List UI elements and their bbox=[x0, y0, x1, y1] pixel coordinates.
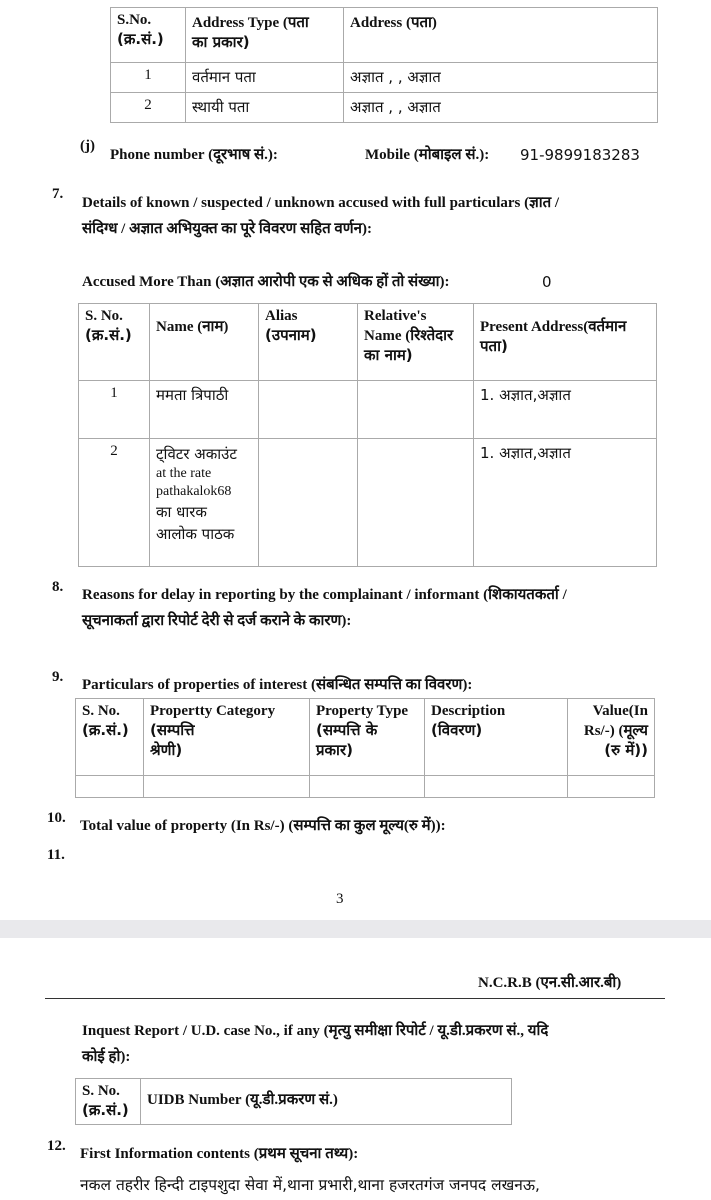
cell-sno: 2 bbox=[111, 93, 186, 123]
header-property-category: Propertty Category (सम्पत्ति श्रेणी) bbox=[144, 699, 310, 776]
section-7-title-line2: संदिग्ध / अज्ञात अभियुक्त का पूरे विवरण सहित वर्णन): bbox=[82, 221, 372, 237]
cell-present-address: 1. अज्ञात,अज्ञात bbox=[474, 439, 657, 567]
header-present-address: Present Address(वर्तमान पता) bbox=[474, 304, 657, 381]
section-8-number: 8. bbox=[52, 579, 64, 595]
cell-name: ममता त्रिपाठी bbox=[150, 381, 259, 439]
cell-sno: 2 bbox=[79, 439, 150, 567]
ncrb-header: N.C.R.B (एन.सी.आर.बी) bbox=[478, 975, 622, 991]
header-sno: S. No. (क्र.सं.) bbox=[79, 304, 150, 381]
section-8-line2: सूचनाकर्ता द्वारा रिपोर्ट देरी से दर्ज कराने के कारण): bbox=[82, 613, 352, 629]
page-number: 3 bbox=[336, 891, 344, 907]
cell-alias bbox=[259, 381, 358, 439]
mobile-label: Mobile (मोबाइल सं.): bbox=[365, 147, 490, 163]
table-row bbox=[111, 63, 658, 93]
section-10-number: 10. bbox=[47, 810, 66, 826]
section-12-title: First Information contents (प्रथम सूचना तथ्य): bbox=[80, 1146, 359, 1162]
header-rule bbox=[45, 998, 665, 999]
cell-address: अज्ञात , , अज्ञात bbox=[344, 63, 658, 93]
cell-name: ट्विटर अकाउंट at the rate pathakalok68 का धारक आलोक पाठक bbox=[150, 439, 259, 567]
cell-present-address: 1. अज्ञात,अज्ञात bbox=[474, 381, 657, 439]
header-property-type: Property Type (सम्पत्ति के प्रकार) bbox=[310, 699, 425, 776]
cell-empty bbox=[568, 776, 655, 798]
header-sno: S. No. (क्र.सं.) bbox=[76, 699, 144, 776]
header-uidb-number: UIDB Number (यू.डी.प्रकरण सं.) bbox=[141, 1079, 512, 1125]
mobile-value: 91-9899183283 bbox=[520, 146, 640, 164]
cell-empty bbox=[144, 776, 310, 798]
section-9-title: Particulars of properties of interest (संबन्धित सम्पत्ति का विवरण): bbox=[82, 677, 473, 693]
section-11-number: 11. bbox=[47, 847, 65, 863]
cell-sno: 1 bbox=[79, 381, 150, 439]
property-table bbox=[75, 698, 655, 798]
cell-address-type: स्थायी पता bbox=[186, 93, 344, 123]
section-7-number: 7. bbox=[52, 186, 64, 202]
table-row bbox=[79, 439, 657, 567]
header-sno: S. No. (क्र.सं.) bbox=[76, 1079, 141, 1125]
section-10-title: Total value of property (In Rs/-) (सम्पत्ति का कुल मूल्य(रु में)): bbox=[80, 818, 446, 834]
cell-relative-name bbox=[358, 439, 474, 567]
inquest-line1: Inquest Report / U.D. case No., if any (मृत्यु समीक्षा रिपोर्ट / यू.डी.प्रकरण सं., यदि bbox=[82, 1023, 549, 1039]
header-name: Name (नाम) bbox=[150, 304, 259, 381]
document-page-4 bbox=[0, 938, 711, 1200]
cell-alias bbox=[259, 439, 358, 567]
header-value: Value(In Rs/-) (मूल्य (रु में)) bbox=[568, 699, 655, 776]
section-9-number: 9. bbox=[52, 669, 64, 685]
cell-empty bbox=[425, 776, 568, 798]
cell-address: अज्ञात , , अज्ञात bbox=[344, 93, 658, 123]
phone-label: Phone number (दूरभाष सं.): bbox=[110, 147, 278, 163]
accused-table bbox=[78, 303, 657, 567]
table-row bbox=[111, 93, 658, 123]
header-relative-name: Relative's Name (रिश्तेदार का नाम) bbox=[358, 304, 474, 381]
cell-address-type: वर्तमान पता bbox=[186, 63, 344, 93]
section-7-title-line1: Details of known / suspected / unknown accused with full particulars (ज्ञात / bbox=[82, 195, 560, 211]
header-alias: Alias (उपनाम) bbox=[259, 304, 358, 381]
table-row bbox=[76, 776, 655, 798]
cell-empty bbox=[310, 776, 425, 798]
item-marker-j: (j) bbox=[80, 138, 95, 154]
table-row bbox=[79, 381, 657, 439]
address-table bbox=[110, 7, 658, 123]
section-8-line1: Reasons for delay in reporting by the complainant / informant (शिकायतकर्ता / bbox=[82, 587, 567, 603]
inquest-line2: कोई हो): bbox=[82, 1049, 131, 1065]
header-sno: S.No. (क्र.सं.) bbox=[111, 8, 186, 63]
accused-more-value: 0 bbox=[542, 273, 552, 291]
uidb-table bbox=[75, 1078, 512, 1125]
cell-relative-name bbox=[358, 381, 474, 439]
header-address: Address (पता) bbox=[344, 8, 658, 63]
page-separator bbox=[0, 920, 711, 938]
cell-empty bbox=[76, 776, 144, 798]
content-line: नकल तहरीर हिन्दी टाइपशुदा सेवा में,थाना प्रभारी,थाना हजरतगंज जनपद लखनऊ, bbox=[80, 1176, 540, 1194]
header-description: Description (विवरण) bbox=[425, 699, 568, 776]
header-address-type: Address Type (पता का प्रकार) bbox=[186, 8, 344, 63]
section-12-number: 12. bbox=[47, 1138, 66, 1154]
accused-more-label: Accused More Than (अज्ञात आरोपी एक से अधिक हों तो संख्या): bbox=[82, 274, 450, 290]
cell-sno: 1 bbox=[111, 63, 186, 93]
